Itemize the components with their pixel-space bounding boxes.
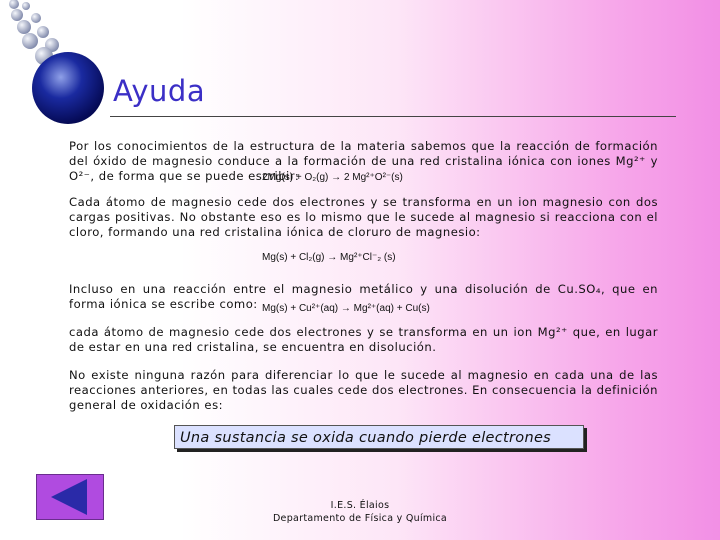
- decorative-bubbles-icon: [0, 0, 140, 140]
- paragraph-1: Por los conocimientos de la estructura de la materia sabemos que la reacción de formación del óxido de magnesio conduce a la formación de una red cristalina iónica con iones Mg²⁺ y O²⁻, de forma que se puede escribir:: [69, 139, 658, 183]
- paragraph-3: Incluso en una reacción entre el magnesio metálico y una disolución de Cu.SO₄, que en forma iónica se escribe como:: [69, 282, 658, 311]
- footer-school: I.E.S. Élaios: [330, 500, 390, 511]
- back-arrow-icon: [37, 475, 103, 519]
- footer-department: Departamento de Física y Química: [272, 513, 448, 524]
- paragraph-5: No existe ninguna razón para diferenciar lo que le sucede al magnesio en cada una de las reacciones anteriores, en todas las cuales cede dos electrones. En consecuencia la definición general de oxidación es:: [69, 368, 658, 412]
- oxidation-definition-box: Una sustancia se oxida cuando pierde electrones: [174, 425, 584, 449]
- equation-2: Mg(s) + Cl₂(g) → Mg²⁺Cl⁻₂ (s): [262, 252, 396, 263]
- paragraph-4: cada átomo de magnesio cede dos electrones y se transforma en un ion Mg²⁺ que, en lugar de estar en una red cristalina, se encuentra en disolución.: [69, 325, 658, 354]
- title-divider: [110, 116, 676, 117]
- page-title: Ayuda: [113, 74, 206, 108]
- back-button[interactable]: [36, 474, 104, 520]
- paragraph-2: Cada átomo de magnesio cede dos electrones y se transforma en un ion magnesio con dos cargas positivas. No obstante eso es lo mismo que le sucede al magnesio si reacciona con el cloro, formando una red cristalina iónica de cloruro de magnesio:: [69, 195, 658, 239]
- equation-1: 2Mg(s) + O₂(g) → 2 Mg²⁺O²⁻(s): [262, 172, 403, 183]
- equation-3: Mg(s) + Cu²⁺(aq) → Mg²⁺(aq) + Cu(s): [262, 303, 430, 314]
